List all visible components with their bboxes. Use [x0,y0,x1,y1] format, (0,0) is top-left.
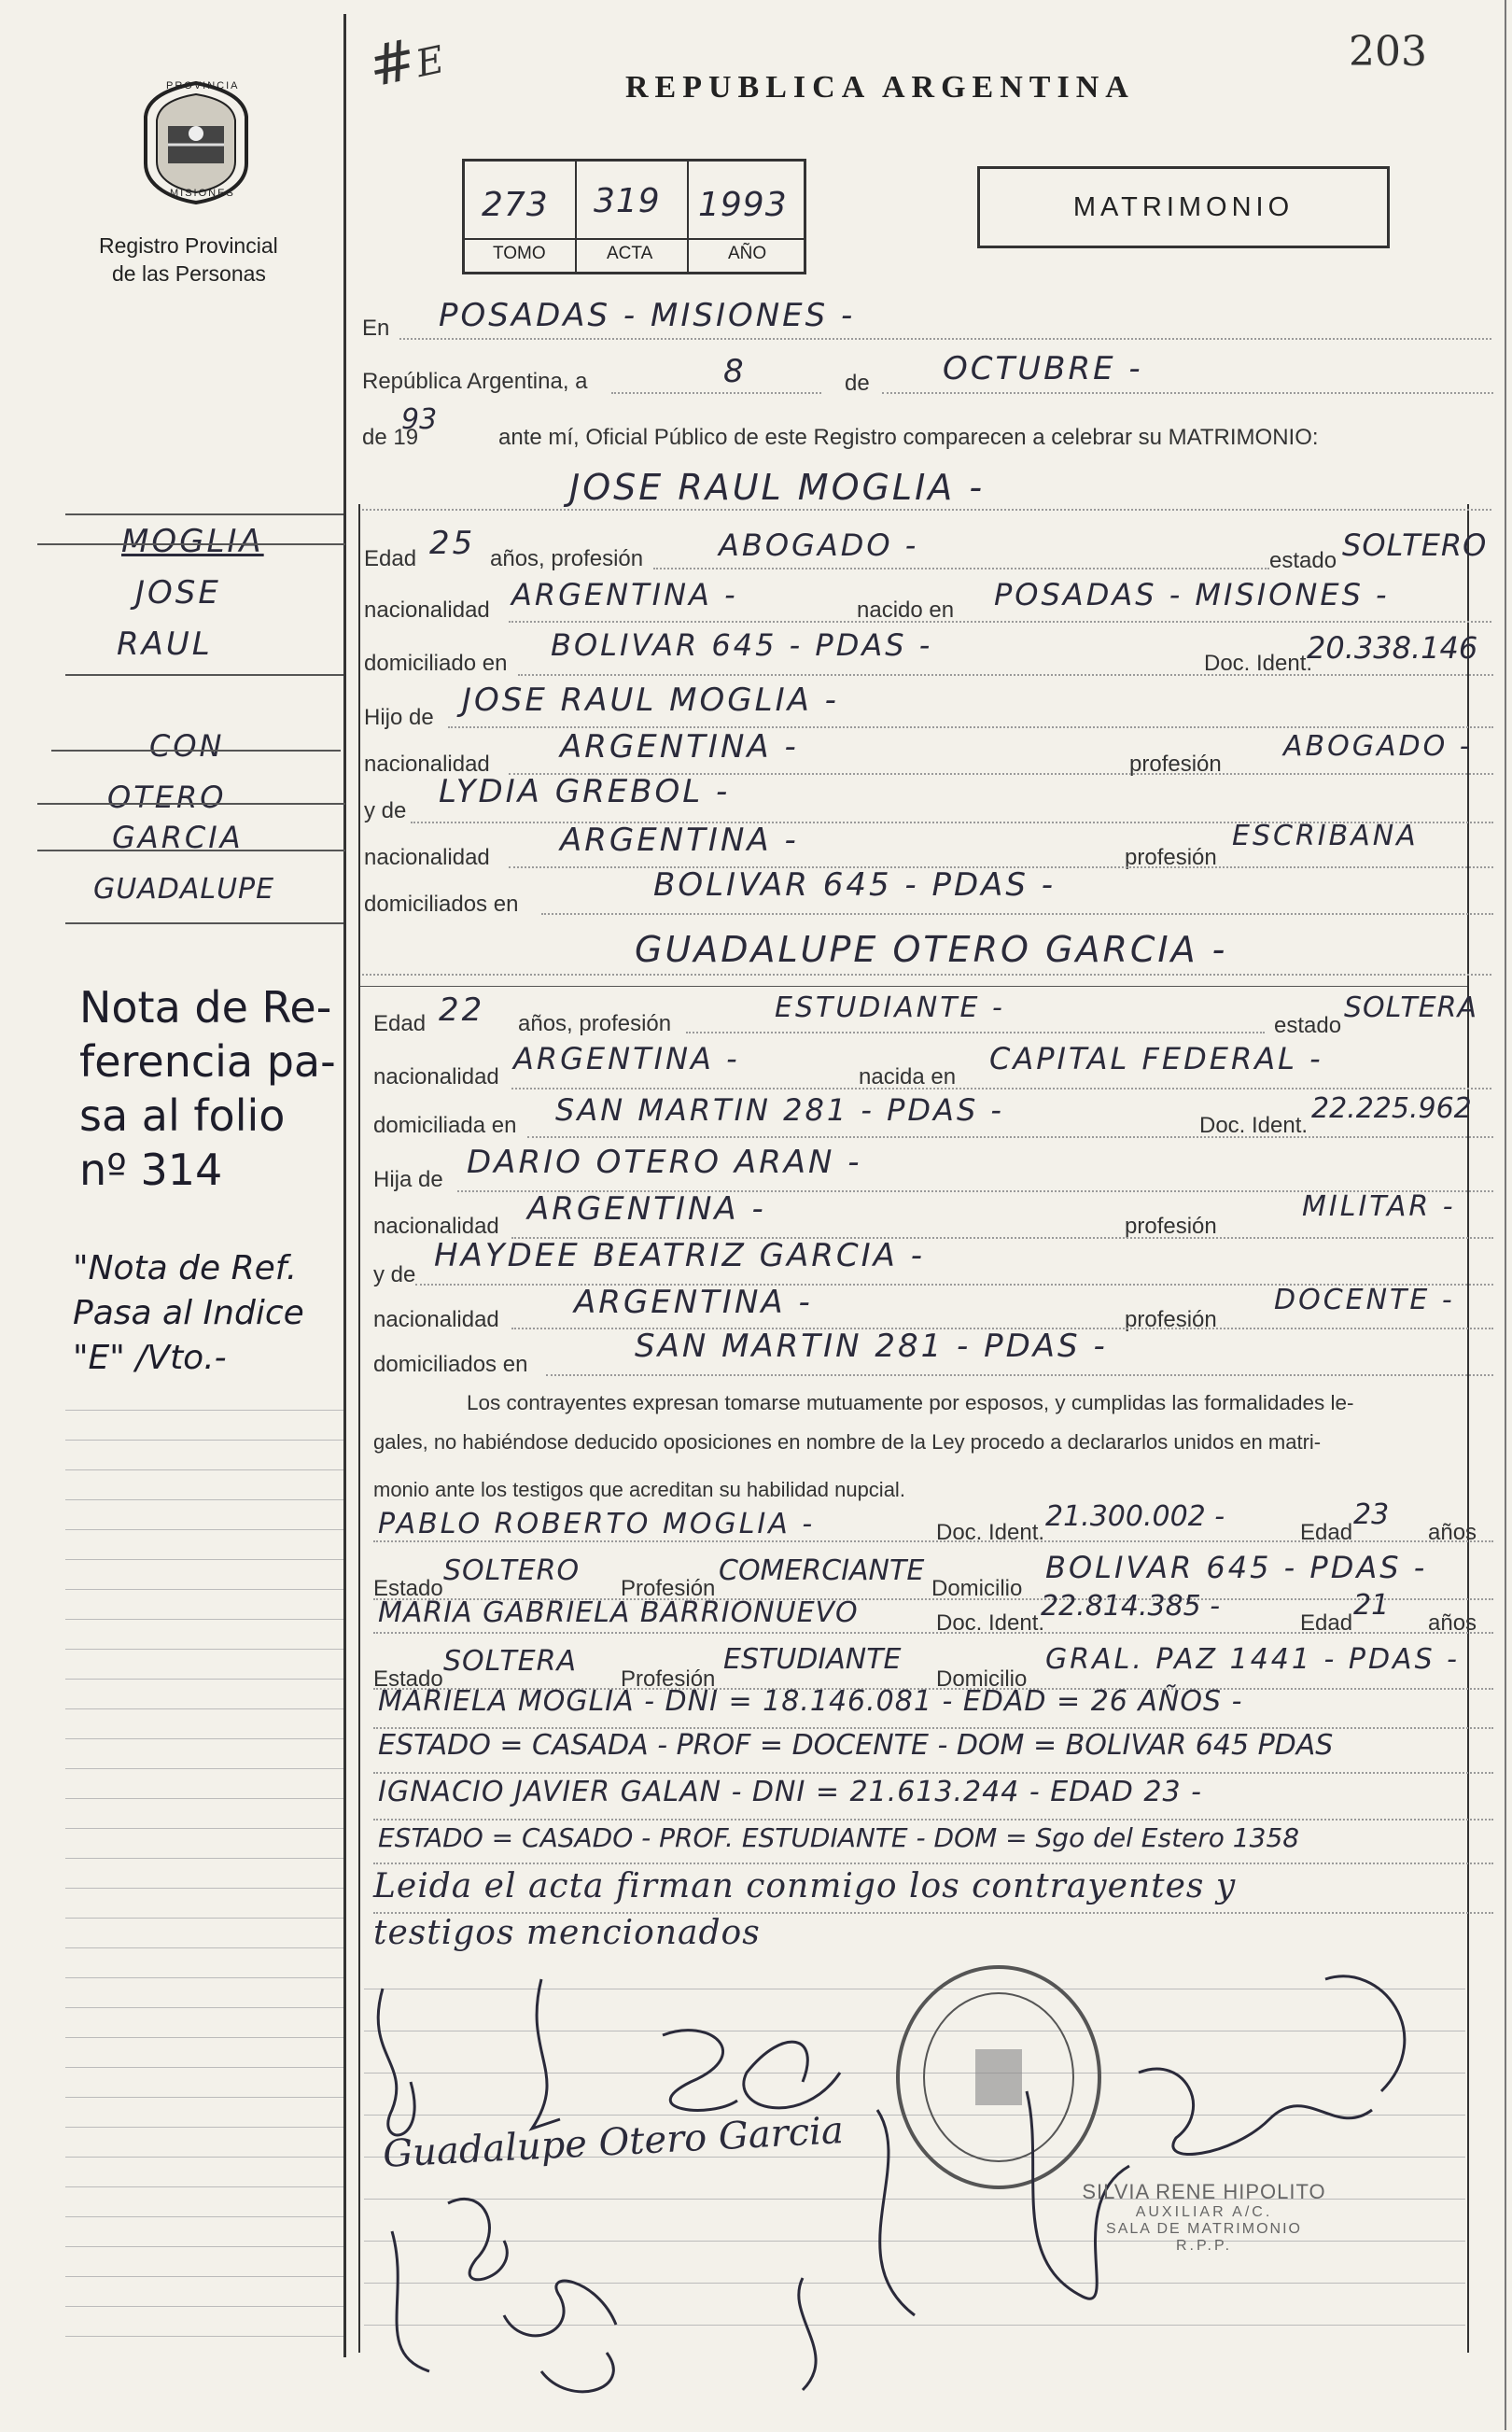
margin-note1-line: sa al folio [79,1090,286,1141]
groom-mother-prof: ESCRIBANA [1232,820,1419,852]
page-number: 203 [1349,28,1427,76]
groom-mother-nat: ARGENTINA - [560,822,799,859]
declaration-line3: monio ante los testigos que acreditan su habilidad nupcial. [373,1478,905,1501]
groom-mother-nat-label: nacionalidad [364,845,490,870]
bride-address: SAN MARTIN 281 - PDAS - [555,1092,1004,1128]
bride-mother: HAYDEE BEATRIZ GARCIA - [434,1237,925,1274]
groom-profession: ABOGADO - [719,527,919,563]
bride-father-prof-label: profesión [1125,1214,1217,1239]
bride-mother-prof-label: profesión [1125,1307,1217,1332]
witness1-anos-label: años [1428,1520,1477,1545]
bride-nat-label: nacionalidad [373,1064,499,1089]
groom-father-nat: ARGENTINA - [560,728,799,766]
bride-doc: 22.225.962 [1311,1092,1472,1125]
en-label: En [362,316,390,341]
margin-ruled-line [65,1649,343,1650]
margin-ruled-line [65,1947,343,1948]
extra-witness-line: IGNACIO JAVIER GALAN - DNI = 21.613.244 - EDAD 23 - [378,1776,1202,1808]
de-label: de [845,371,870,396]
declaration-line2: gales, no habiéndose deducido oposiciones en nombre de la Ley procedo a declararlos unidos en matri- [373,1430,1322,1454]
official-name: SILVIA RENE HIPOLITO [1082,2180,1326,2203]
witness1-name: PABLO ROBERTO MOGLIA - [378,1508,816,1540]
left-column-divider [343,14,346,2357]
margin-note2 [73,1246,304,1381]
bride-father-prof: MILITAR - [1302,1190,1456,1223]
margin-note2-line: "E" /Vto.- [73,1339,227,1377]
registry-name-line2: de las Personas [112,261,266,286]
groom-estado: SOLTERO [1342,527,1488,563]
bride-born-label: nacida en [859,1064,957,1089]
bride-parents-address: SAN MARTIN 281 - PDAS - [635,1328,1108,1365]
year-suffix: 93 [401,403,438,436]
margin-ruled-line [65,2037,343,2038]
margin-given1a: JOSE [135,574,221,612]
margin-con: CON [149,728,225,764]
year-text: ante mí, Oficial Público de este Registro comparecen a celebrar su MATRIMONIO: [498,425,1319,450]
witness2-dom-label: Domicilio [936,1666,1028,1692]
margin-surname2b: GARCIA [112,820,244,855]
bride-father-nat-label: nacionalidad [373,1214,499,1239]
place-value: POSADAS - MISIONES - [439,297,856,334]
witness1-age-label: Edad [1300,1520,1353,1545]
groom-father-prof: ABOGADO - [1283,730,1473,763]
margin-ruled-line [65,1708,343,1709]
margin-note1-line: Nota de Re- [79,982,332,1033]
bride-father: DARIO OTERO ARAN - [467,1144,862,1181]
groom-doc: 20.338.146 [1307,630,1478,666]
bride-age-label: Edad [373,1011,427,1036]
month-value: OCTUBRE - [943,350,1143,387]
margin-ruled-line [65,2186,343,2187]
signatures-scribbles [355,1923,1475,2427]
extra-witness-line: MARIELA MOGLIA - DNI = 18.146.081 - EDAD = 26 AÑOS - [378,1685,1243,1718]
witness1-doc-label: Doc. Ident. [936,1520,1045,1545]
groom-parents-dom-label: domiciliados en [364,892,519,917]
witness2-age: 21 [1353,1589,1390,1622]
margin-ruled-line [65,2216,343,2217]
groom-father: JOSE RAUL MOGLIA - [462,682,839,719]
margin-ruled-line [65,2246,343,2247]
bride-anos-prof-label: años, profesión [518,1011,672,1036]
margin-note1-line: ferencia pa- [79,1036,336,1087]
tomo-value: 273 [482,186,549,224]
margin-given2: GUADALUPE [93,873,275,906]
groom-birthplace: POSADAS - MISIONES - [994,577,1390,612]
groom-nationality: ARGENTINA - [511,577,738,612]
witness2-name: MARIA GABRIELA BARRIONUEVO [378,1596,859,1629]
witness1-prof-label: Profesión [621,1576,716,1601]
bride-doc-label: Doc. Ident. [1199,1113,1309,1138]
province-crest [140,79,252,205]
witness1-doc: 21.300.002 - [1045,1500,1225,1533]
groom-doc-label: Doc. Ident. [1204,651,1313,676]
page-right-edge [1505,0,1506,2430]
official-stamp-text [1073,2180,1335,2255]
bride-estado: SOLTERA [1344,991,1477,1024]
witness1-estado: SOLTERO [443,1554,581,1587]
bride-birthplace: CAPITAL FEDERAL - [989,1041,1323,1076]
margin-ruled-line [65,2306,343,2307]
witness1-address: BOLIVAR 645 - PDAS - [1045,1550,1428,1585]
declaration-line1: Los contrayentes expresan tomarse mutuamente por esposos, y cumplidas las formalidades le- [467,1391,1354,1414]
margin-ruled-line [65,1679,343,1680]
extra-witness-line: ESTADO = CASADO - PROF. ESTUDIANTE - DOM = Sgo del Estero 1358 [378,1822,1300,1853]
margin-ruled-line [65,1589,343,1590]
bride-profession: ESTUDIANTE - [775,991,1005,1024]
witness2-age-label: Edad [1300,1610,1353,1636]
bride-name: GUADALUPE OTERO GARCIA - [635,929,1228,970]
anio-label: AÑO [728,244,767,263]
groom-age-label: Edad [364,546,417,571]
country-title: REPUBLICA ARGENTINA [625,70,1135,105]
margin-ruled-line [65,1918,343,1919]
act-type-box [977,166,1390,248]
witness1-estado-label: Estado [373,1576,443,1601]
bride-father-nat: ARGENTINA - [527,1190,766,1228]
margin-surname1: MOGLIA [121,523,264,560]
groom-mother-prof-label: profesión [1125,845,1217,870]
witness1-age: 23 [1353,1498,1390,1531]
groom-dom-label: domiciliado en [364,651,508,676]
bride-section-divider [360,986,1467,987]
bride-estado-label: estado [1274,1013,1342,1038]
groom-hijo-label: Hijo de [364,705,434,730]
corner-mark: #E [362,26,448,101]
groom-address: BOLIVAR 645 - PDAS - [551,627,933,663]
groom-name: JOSE RAUL MOGLIA - [569,467,986,508]
acta-value: 319 [594,182,661,220]
registry-name-line1: Registro Provincial [99,233,278,258]
groom-estado-label: estado [1269,548,1337,573]
acta-label: ACTA [607,244,653,263]
groom-age: 25 [429,525,476,562]
margin-ruled-line [65,1858,343,1859]
margin-note1-line: nº 314 [79,1145,223,1195]
bride-nationality: ARGENTINA - [513,1041,740,1076]
margin-ruled-line [65,2127,343,2128]
year-prefix: de 19 [362,425,419,450]
bride-yde-label: y de [373,1262,416,1287]
act-type-label: MATRIMONIO [1072,191,1295,222]
official-office: SALA DE MATRIMONIO [1106,2221,1302,2237]
margin-note2-line: Pasa al Indice [73,1294,304,1332]
witness2-profession: ESTUDIANTE [723,1643,902,1676]
bride-parents-dom-label: domiciliados en [373,1352,528,1377]
margin-ruled-line [65,1798,343,1799]
groom-father-nat-label: nacionalidad [364,752,490,777]
margin-ruled-line [65,1469,343,1470]
witness2-prof-label: Profesión [621,1666,716,1692]
groom-parents-address: BOLIVAR 645 - PDAS - [653,866,1057,904]
groom-born-label: nacido en [857,597,955,623]
margin-ruled-line [65,1828,343,1829]
margin-ruled-line [65,1768,343,1769]
closing-line: Leida el acta firman conmigo los contrayentes y [373,1867,1237,1905]
margin-note2-line: "Nota de Ref. [73,1249,298,1287]
official-rpp: R.P.P. [1175,2238,1233,2254]
witness2-estado-label: Estado [373,1666,443,1692]
margin-ruled-line [65,2067,343,2068]
margin-ruled-line [65,1410,343,1411]
groom-anos-prof-label: años, profesión [490,546,644,571]
margin-ruled-line [65,1888,343,1889]
tomo-label: TOMO [493,244,546,263]
margin-ruled-line [65,1499,343,1500]
witness2-anos-label: años [1428,1610,1477,1636]
crest-label-bottom: MISIONES [170,188,235,199]
bride-mother-nat-label: nacionalidad [373,1307,499,1332]
official-role: AUXILIAR A/C. [1135,2204,1273,2220]
bride-age: 22 [439,991,485,1029]
witness2-address: GRAL. PAZ 1441 - PDAS - [1045,1643,1460,1676]
republic-label: República Argentina, a [362,369,588,394]
margin-surname2a: OTERO [107,780,227,815]
margin-note1 [79,980,336,1197]
record-number-box [462,159,806,274]
witness1-dom-label: Domicilio [931,1576,1023,1601]
margin-ruled-line [65,1559,343,1560]
margin-ruled-line [65,1440,343,1441]
bride-mother-nat: ARGENTINA - [574,1284,813,1321]
margin-ruled-line [65,2097,343,2098]
margin-ruled-line [65,1619,343,1620]
witness2-doc: 22.814.385 - [1041,1590,1221,1623]
anio-value: 1993 [698,186,788,224]
bride-signature: Guadalupe Otero Garcia [382,2109,845,2176]
margin-ruled-line [65,2157,343,2158]
groom-mother: LYDIA GREBOL - [439,773,731,810]
groom-yde-label: y de [364,798,407,823]
bride-mother-prof: DOCENTE - [1274,1284,1455,1316]
margin-ruled-line [65,1977,343,1978]
extra-witness-line: ESTADO = CASADA - PROF = DOCENTE - DOM = BOLIVAR 645 PDAS [378,1729,1334,1762]
crest-label-top: PROVINCIA [166,80,240,91]
closing-line: testigos mencionados [373,1914,761,1952]
margin-ruled-line [65,1529,343,1530]
margin-ruled-line [65,2336,343,2337]
witness2-estado: SOLTERA [443,1645,577,1678]
witness2-doc-label: Doc. Ident. [936,1610,1045,1636]
margin-ruled-line [65,2276,343,2277]
margin-given1b: RAUL [117,626,213,663]
margin-ruled-line [65,1738,343,1739]
groom-father-prof-label: profesión [1129,752,1222,777]
margin-ruled-line [65,2007,343,2008]
day-value: 8 [723,353,747,390]
groom-nat-label: nacionalidad [364,597,490,623]
bride-hija-label: Hija de [373,1167,443,1192]
witness1-profession: COMERCIANTE [719,1554,925,1587]
bride-dom-label: domiciliada en [373,1113,517,1138]
